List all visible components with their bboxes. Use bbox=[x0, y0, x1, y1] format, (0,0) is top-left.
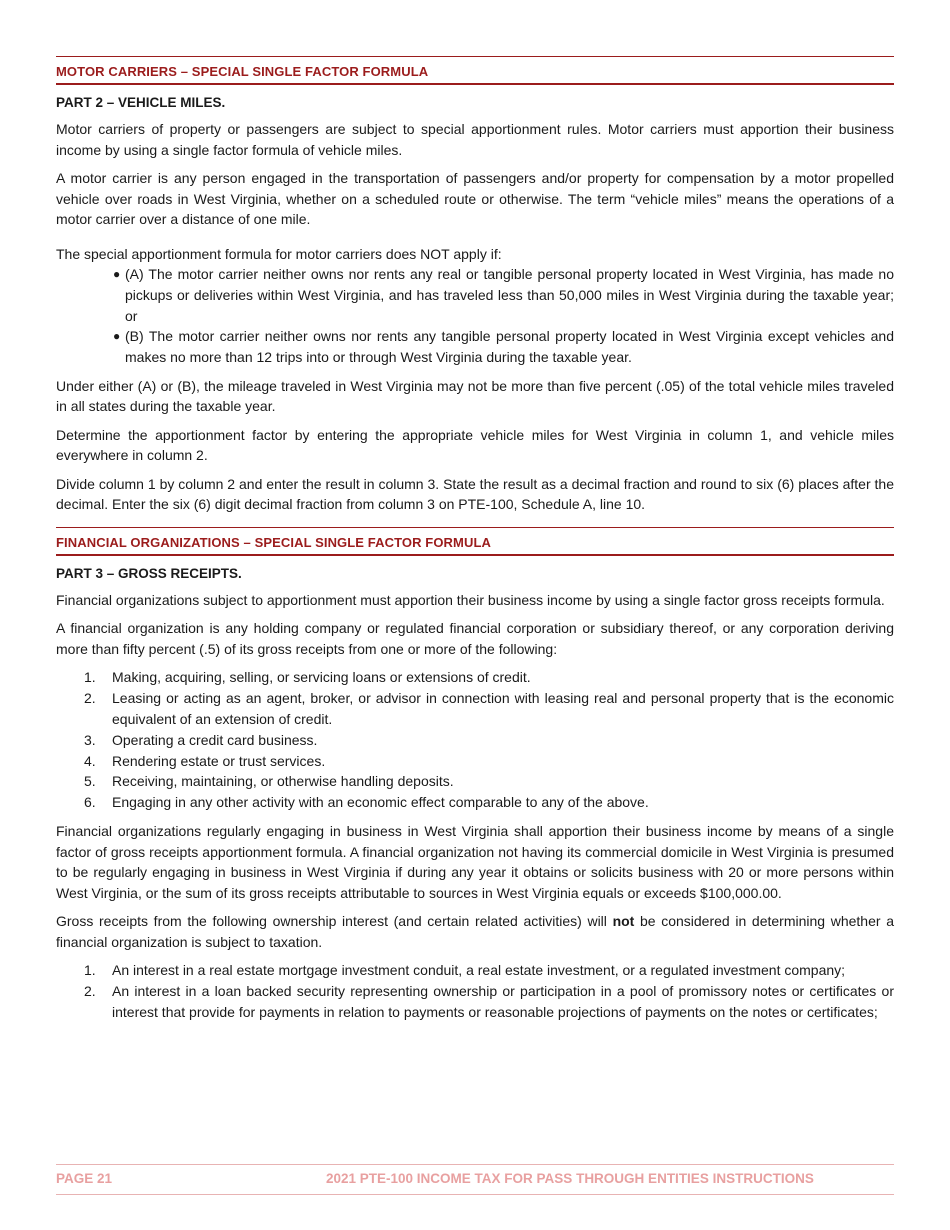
list-item-number: 6. bbox=[84, 794, 96, 811]
list-item bbox=[84, 771, 894, 792]
excluded-interests-list bbox=[56, 960, 894, 1022]
motor-paragraph-4: Under either (A) or (B), the mileage traveled in West Virginia may not be more than five percent (.05) of the total vehicle miles traveled in all states during the taxable year. bbox=[56, 377, 894, 415]
section-heading-financial-organizations: FINANCIAL ORGANIZATIONS – SPECIAL SINGLE FACTOR FORMULA bbox=[56, 527, 894, 556]
list-item-number: 3. bbox=[84, 731, 96, 748]
financial-activities-list bbox=[56, 667, 894, 813]
list-item-text: (B) The motor carrier neither owns nor rents any tangible personal property located in West Virginia except vehicles and makes no more than 12 trips into or through West Virginia during the taxable year. bbox=[125, 328, 894, 366]
list-item-text: Receiving, maintaining, or otherwise handling deposits. bbox=[112, 773, 454, 790]
bullet-icon: ● bbox=[113, 267, 121, 281]
list-item-number: 4. bbox=[84, 752, 96, 769]
list-item bbox=[84, 688, 894, 730]
page-footer bbox=[56, 1164, 894, 1195]
footer-document-title: 2021 PTE-100 INCOME TAX FOR PASS THROUGH ENTITIES INSTRUCTIONS bbox=[326, 1171, 814, 1186]
list-item bbox=[84, 960, 894, 981]
section-heading-motor-carriers: MOTOR CARRIERS – SPECIAL SINGLE FACTOR FORMULA bbox=[56, 56, 894, 85]
motor-paragraph-3: The special apportionment formula for motor carriers does NOT apply if: bbox=[56, 245, 502, 262]
list-item-text: Rendering estate or trust services. bbox=[112, 752, 326, 769]
list-item-text: Leasing or acting as an agent, broker, or advisor in connection with leasing real and personal property that is the economic equivalent of an extension of credit. bbox=[112, 690, 894, 728]
list-item-text: Operating a credit card business. bbox=[112, 731, 318, 748]
list-item bbox=[113, 326, 894, 368]
footer-page-number: PAGE 21 bbox=[56, 1171, 113, 1186]
paragraph-text: be considered in determining whether a financial organization is subject to taxation. bbox=[56, 913, 894, 950]
emphasis-not: not bbox=[612, 913, 635, 930]
list-item-number: 5. bbox=[84, 773, 96, 790]
page-content bbox=[56, 56, 894, 1030]
financial-paragraph-3: Financial organizations regularly engaging in business in West Virginia shall apportion their business income by means of a single factor of gross receipts apportionment formula. A financial organization not having its commercial domicile in West Virginia is presumed to be regularly engaging in business in West Virginia if during any year it obtains or solicits business with 20 or more persons within West Virginia, or the sum of its gross receipts attributable to sources in West Virginia equals or exceeds $100,000.00. bbox=[56, 823, 894, 901]
list-item bbox=[84, 667, 894, 688]
list-item bbox=[113, 264, 894, 326]
paragraph-text: Gross receipts from the following ownership interest (and certain related activities) will bbox=[56, 913, 613, 930]
bullet-icon: ● bbox=[113, 329, 121, 344]
part-heading-gross-receipts: PART 3 – GROSS RECEIPTS. bbox=[56, 565, 242, 581]
list-item-number: 2. bbox=[84, 982, 96, 999]
list-item-number: 1. bbox=[84, 669, 96, 686]
list-item-text: (A) The motor carrier neither owns nor rents any real or tangible personal property located in West Virginia, has made no pickups or deliveries within West Virginia, and has traveled less than 50,000 miles in West Virginia during the taxable year; or bbox=[125, 266, 894, 324]
list-item bbox=[84, 981, 894, 1023]
motor-paragraph-5: Determine the apportionment factor by entering the appropriate vehicle miles for West Virginia in column 1, and vehicle miles everywhere in column 2. bbox=[56, 426, 894, 464]
list-item-text: Making, acquiring, selling, or servicing loans or extensions of credit. bbox=[112, 669, 531, 686]
list-item bbox=[84, 730, 894, 751]
list-item-text: Engaging in any other activity with an economic effect comparable to any of the above. bbox=[112, 794, 649, 811]
list-item-number: 1. bbox=[84, 962, 96, 979]
part-heading-vehicle-miles: PART 2 – VEHICLE MILES. bbox=[56, 95, 226, 110]
motor-paragraph-6: Divide column 1 by column 2 and enter the result in column 3. State the result as a decimal fraction and round to six (6) places after the decimal. Enter the six (6) digit decimal fraction from column 3 on PTE-100, Schedule A, line 10. bbox=[56, 475, 894, 513]
list-item-text: An interest in a real estate mortgage investment conduit, a real estate investment, or a regulated investment company; bbox=[112, 962, 846, 979]
motor-paragraph-1: Motor carriers of property or passengers are subject to special apportionment rules. Motor carriers must apportion their business income by using a single factor formula of vehicle miles. bbox=[56, 121, 894, 158]
financial-paragraph-2: A financial organization is any holding company or regulated financial corporation or subsidiary thereof, or any corporation deriving more than fifty percent (.5) of its gross receipts from one or more of the following: bbox=[56, 620, 894, 657]
motor-paragraph-2: A motor carrier is any person engaged in the transportation of passengers and/or property for compensation by a motor propelled vehicle over roads in West Virginia, whether on a scheduled route or otherwise. The term “vehicle miles” means the operations of a motor carrier over a distance of one mile. bbox=[56, 170, 894, 227]
list-item bbox=[84, 792, 894, 813]
financial-paragraph-1: Financial organizations subject to apportionment must apportion their business income by using a single factor gross receipts formula. bbox=[56, 591, 885, 608]
list-item bbox=[84, 751, 894, 772]
motor-exceptions-list bbox=[56, 264, 894, 368]
list-item-number: 2. bbox=[84, 690, 96, 707]
financial-paragraph-4 bbox=[56, 911, 894, 952]
list-item-text: An interest in a loan backed security representing ownership or participation in a pool of promissory notes or certificates or interest that provide for payments in relation to payments or reasonable projections of payments on the notes or certificates; bbox=[112, 982, 894, 1020]
